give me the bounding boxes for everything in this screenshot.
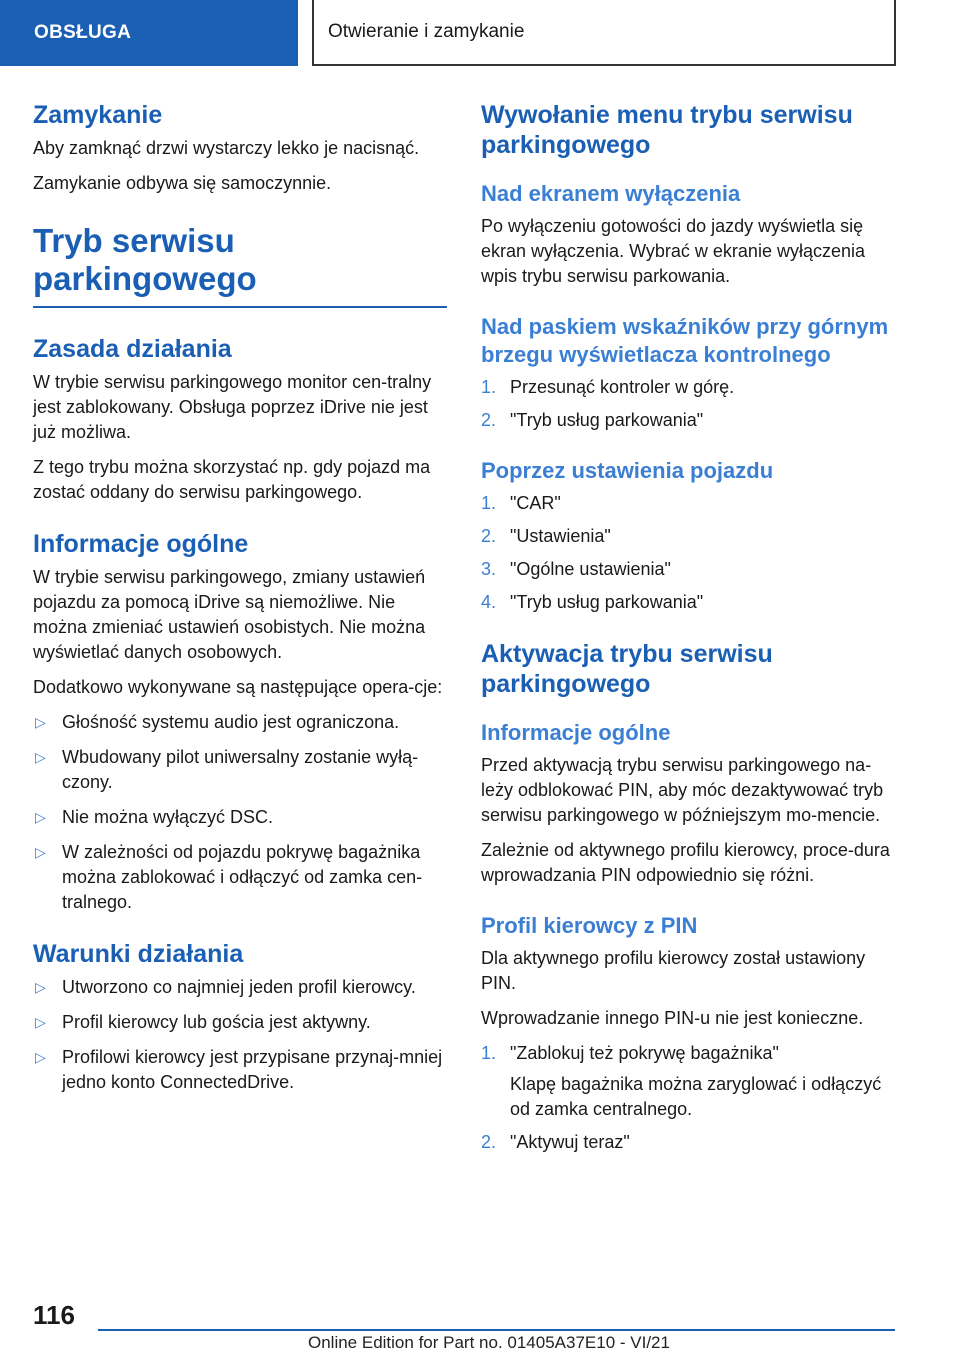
heading-aktywacja: Aktywacja trybu serwisu parkingowego <box>481 640 773 698</box>
step-item: 4. "Tryb usług parkowania" <box>481 590 897 615</box>
step-item: 1. "CAR" <box>481 491 897 516</box>
heading-zasada: Zasada działania <box>33 335 232 363</box>
section-tab <box>0 0 298 66</box>
step-item: 1. Przesunąć kontroler w górę. <box>481 375 897 400</box>
footer-edition: Online Edition for Part no. 01405A37E10 - VI/21 <box>308 1333 670 1352</box>
paragraph: Aby zamknąć drzwi wystarczy lekko je nacisnąć. <box>33 138 420 158</box>
step-list <box>481 1041 897 1155</box>
paragraph: Wprowadzanie innego PIN-u nie jest konieczne. <box>481 1008 864 1028</box>
chapter-heading-tryb <box>33 222 447 308</box>
heading-zamykanie: Zamykanie <box>33 101 163 129</box>
subheading-ekran: Nad ekranem wyłączenia <box>481 181 741 206</box>
subheading-pasek: Nad paskiem wskaźników przy górnym brzegu wyświetlacza kontrolnego <box>481 314 889 367</box>
list-item: ▷ Głośność systemu audio jest ograniczona. <box>33 710 447 735</box>
step-number: 2. <box>481 1132 497 1152</box>
step-number: 2. <box>481 526 497 546</box>
paragraph: W trybie serwisu parkingowego, zmiany ustawień pojazdu za pomocą iDrive są niemożliwe. Nie można zmieniać ustawień osobistych. Nie można wyświetlać danych osobowych. <box>33 567 426 662</box>
step-item: 2. "Aktywuj teraz" <box>481 1130 897 1155</box>
step-item: 2. "Ustawienia" <box>481 524 897 549</box>
step-list <box>481 491 897 615</box>
chapter-title: Otwieranie i zamykanie <box>328 21 525 42</box>
paragraph: Dodatkowo wykonywane są następujące opera‐cje: <box>33 677 443 697</box>
paragraph: Zależnie od aktywnego profilu kierowcy, proce‐dura wprowadzania PIN odpowiednio się różni. <box>481 840 890 885</box>
paragraph: Dla aktywnego profilu kierowcy został ustawiony PIN. <box>481 948 866 993</box>
step-item: 3. "Ogólne ustawienia" <box>481 557 897 582</box>
list-item: ▷ Profil kierowcy lub gościa jest aktywny. <box>33 1010 447 1035</box>
triangle-bullet-icon: ▷ <box>35 844 46 860</box>
triangle-bullet-icon: ▷ <box>35 1014 46 1030</box>
page-number: 116 <box>33 1300 75 1330</box>
heading-informacje: Informacje ogólne <box>33 530 249 558</box>
step-note: Klapę bagażnika można zaryglować i odłączyć od zamka centralnego. <box>510 1074 882 1119</box>
step-number: 2. <box>481 410 497 430</box>
bullet-list <box>33 710 447 915</box>
list-item: ▷ Profilowi kierowcy jest przypisane przynaj‐mniej jedno konto ConnectedDrive. <box>35 1047 443 1092</box>
list-item: ▷ W zależności od pojazdu pokrywę bagażnika można zablokować i odłączyć od zamka cen‐tralnego. <box>35 842 423 912</box>
triangle-bullet-icon: ▷ <box>35 809 46 825</box>
step-list <box>481 375 897 433</box>
subheading-informacje: Informacje ogólne <box>481 720 671 745</box>
heading-warunki: Warunki działania <box>33 940 244 968</box>
step-number: 1. <box>481 1043 497 1063</box>
step-item: 1. "Zablokuj też pokrywę bagażnika" Klapę bagażnika można zaryglować i odłączyć od zamka centralnego. <box>481 1041 897 1122</box>
paragraph: Zamykanie odbywa się samoczynnie. <box>33 173 332 193</box>
chapter-header <box>312 0 896 66</box>
list-item: ▷ Wbudowany pilot uniwersalny zostanie wyłą‐czony. <box>35 747 419 792</box>
chapter-heading-line: parkingowego <box>33 260 257 297</box>
step-number: 1. <box>481 493 497 513</box>
paragraph: W trybie serwisu parkingowego monitor cen‐tralny jest zablokowany. Obsługa poprzez iDrive nie jest już możliwa. <box>33 372 432 442</box>
paragraph: Z tego trybu można skorzystać np. gdy pojazd ma zostać oddany do serwisu parkingowego. <box>33 457 431 502</box>
left-column <box>33 100 447 1105</box>
triangle-bullet-icon: ▷ <box>35 714 46 730</box>
chapter-heading-line: Tryb serwisu <box>33 222 235 259</box>
subheading-ustawienia: Poprzez ustawienia pojazdu <box>481 458 774 483</box>
list-item: ▷ Utworzono co najmniej jeden profil kierowcy. <box>33 975 447 1000</box>
step-number: 4. <box>481 592 497 612</box>
subheading-profil: Profil kierowcy z PIN <box>481 913 698 938</box>
section-label: OBSŁUGA <box>34 22 132 43</box>
footer-divider <box>98 1329 895 1331</box>
right-column <box>481 100 897 1165</box>
paragraph: Po wyłączeniu gotowości do jazdy wyświetla się ekran wyłączenia. Wybrać w ekranie wyłączenia wpis trybu serwisu parkowania. <box>481 216 865 286</box>
step-number: 3. <box>481 559 497 579</box>
step-item: 2. "Tryb usług parkowania" <box>481 408 897 433</box>
triangle-bullet-icon: ▷ <box>35 749 46 765</box>
heading-wywolanie: Wywołanie menu trybu serwisu parkingowego <box>481 101 853 159</box>
paragraph: Przed aktywacją trybu serwisu parkingowego na‐leży odblokować PIN, aby móc dezaktywować tryb serwisu parkingowego w późniejszym mo‐mencie. <box>481 755 884 825</box>
triangle-bullet-icon: ▷ <box>35 979 46 995</box>
step-number: 1. <box>481 377 497 397</box>
triangle-bullet-icon: ▷ <box>35 1049 46 1065</box>
list-item: ▷ Nie można wyłączyć DSC. <box>33 805 447 830</box>
bullet-list <box>33 975 447 1095</box>
